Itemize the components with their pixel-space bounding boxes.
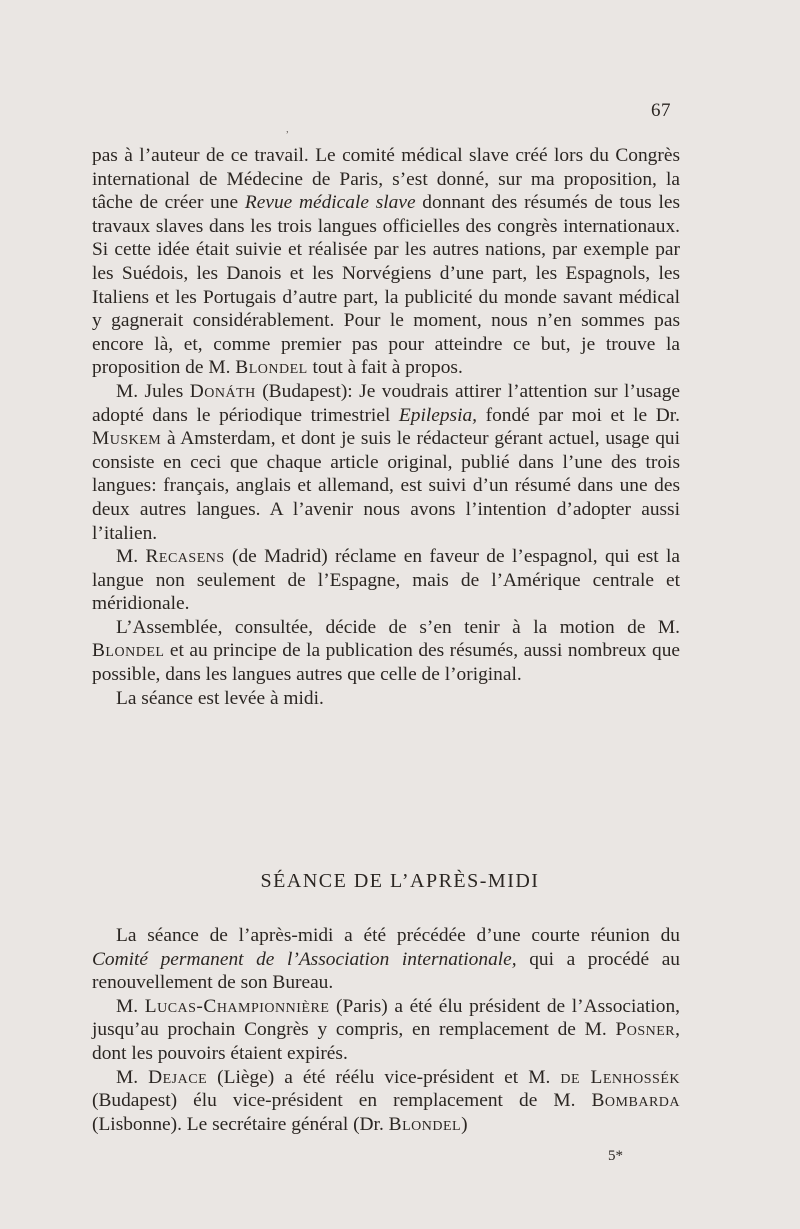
person-name: Blondel <box>388 1113 462 1135</box>
committee-name: Comité permanent de l’Association internationale, <box>92 948 517 970</box>
person-name: Dejace <box>148 1066 208 1088</box>
paragraph-assembly <box>92 616 680 687</box>
text-span: qui a procédé au renouvellement de son Bureau. <box>92 948 680 994</box>
person-name: Blondel <box>235 357 308 379</box>
text-span: tout à fait à propos. <box>307 357 463 379</box>
text-span: à Amsterdam, et dont je suis le rédacteur gérant actuel, usage qui consiste en ceci que chaque article original, publié dans l’une des trois langues: français, anglais et allemand, est suivi d’un résumé dans une des deux autres langues. A l’avenir nous avons l’intention d’adopter aussi l’italien. <box>92 428 680 544</box>
text-span: (Budapest) élu vice-président en remplacement de M. <box>92 1090 592 1112</box>
person-name: Recasens <box>145 546 225 568</box>
person-name: Posner <box>615 1019 676 1041</box>
paragraph-president <box>92 995 680 1066</box>
text-span: M. <box>116 546 146 568</box>
text-span: M. <box>116 995 145 1017</box>
person-name: Lucas-Championnière <box>144 995 330 1017</box>
paragraph-afternoon <box>92 924 680 995</box>
text-span: ) <box>461 1113 468 1135</box>
journal-title: Revue médicale slave <box>244 192 416 214</box>
journal-title: Epilepsia, <box>398 404 478 426</box>
paragraph-closing: La séance est levée à midi. <box>116 687 324 709</box>
text-span: , dont les pouvoirs étaient expirés. <box>92 1019 680 1064</box>
text-span: pas à l’auteur de ce travail. Le comité médical slave créé lors du Congrès international de Médecine de Paris, s’est donné, sur ma proposition, la tâche de créer une <box>92 145 680 214</box>
text-span: et au principe de la publication des résumés, aussi nombreux que possible, dans les langues autres que celle de l’original. <box>92 640 680 686</box>
body-text-top <box>92 144 680 710</box>
text-span: donnant des résumés de tous les travaux slaves dans les trois langues officielles des congrès internationaux. Si cette idée était suivie et réalisée par les autres nations, par exemple par les Suédois, les Danois et les Norvégiens d’une part, les Espagnols, les Italiens et les Portugais d’autre part, la publicité du monde savant médical y gagnerait considérablement. Pour le moment, nous n’en sommes pas encore là, et, comme premier pas pour atteindre ce but, je trouve la proposition de M. <box>92 192 681 379</box>
person-name: de Lenhossék <box>560 1066 680 1088</box>
text-span: M. <box>116 1066 149 1088</box>
text-span: (de Madrid) réclame en faveur de l’espagnol, qui est la langue non seulement de l’Espagne, mais de l’Amérique centrale et méridionale. <box>92 546 681 615</box>
text-span: fondé par moi et le Dr. <box>477 404 681 426</box>
stray-mark: , <box>286 123 289 135</box>
text-span: (Lisbonne). Le secrétaire général (Dr. <box>92 1113 389 1135</box>
section-heading: SÉANCE DE L’APRÈS-MIDI <box>260 870 540 892</box>
printer-signature-mark: 5* <box>608 1148 623 1164</box>
body-text-bottom <box>92 924 680 1136</box>
text-span: La séance de l’après-midi a été précédée d’une courte réunion du <box>116 925 680 946</box>
person-name: Donáth <box>189 380 256 402</box>
paragraph-recasens <box>92 545 680 616</box>
text-span: (Liège) a été réélu vice-président et M. <box>207 1066 561 1088</box>
paragraph-vice-president <box>92 1066 680 1137</box>
person-name: Muskem <box>92 428 162 450</box>
text-span: (Paris) a été élu président de l’Association, jusqu’au prochain Congrès y compris, en remplacement de M. <box>92 995 681 1041</box>
page-number: 67 <box>651 100 671 121</box>
text-span: (Budapest): Je voudrais attirer l’attention sur l’usage adopté dans le périodique trimestriel <box>92 380 680 426</box>
paragraph-donath <box>92 380 680 545</box>
person-name: Bombarda <box>591 1090 680 1112</box>
paragraph-continuation <box>92 144 680 380</box>
text-span: M. Jules <box>116 380 190 402</box>
text-span: L’Assemblée, consultée, décide de s’en tenir à la motion de M. <box>116 616 680 638</box>
person-name: Blondel <box>92 640 165 662</box>
